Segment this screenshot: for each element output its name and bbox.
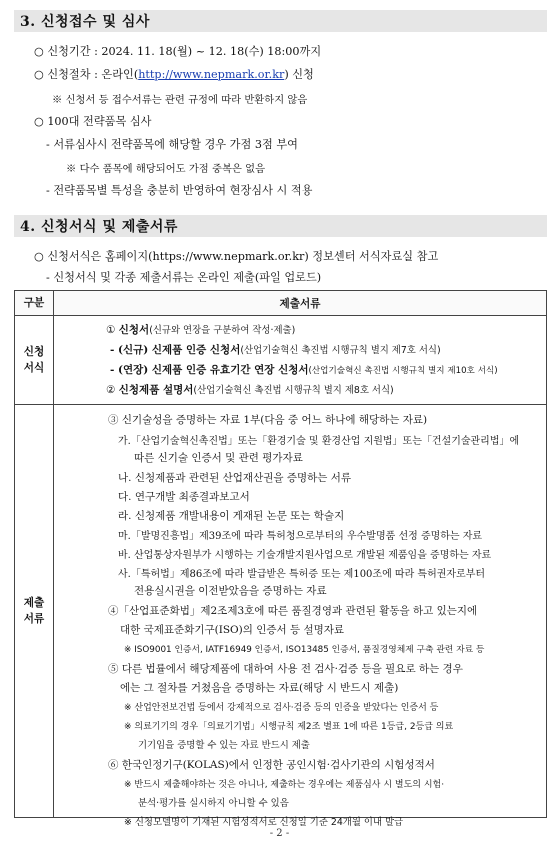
doc-note: ※ 산업안전보건법 등에서 강제적으로 검사·검증 등의 인증을 받았다는 인증서 등 — [124, 703, 439, 713]
doc-line: 전용실시권을 이전받았음을 증명하는 자료 — [134, 585, 327, 597]
doc-note: ※ 신청모델명이 기재된 시험성적서로 신청일 기준 24개월 이내 발급 — [124, 817, 404, 828]
review-bonus: - 서류심사시 전략품목에 해당할 경우 가점 3점 부여 — [46, 138, 298, 151]
page-number: - 2 - — [269, 828, 290, 839]
section-4-title: 4. 신청서식 및 제출서류 — [20, 219, 178, 235]
form-item-new: - (신규) 신제품 인증 신청서(산업기술혁신 촉진법 시행규칙 별지 제7호 서식) — [110, 344, 441, 356]
doc-note: ※ ISO9001 인증서, IATF16949 인증서, ISO13485 인증서, 품질경영체제 구축 관련 자료 등 — [124, 645, 485, 655]
section-3-title: 3. 신청접수 및 심사 — [20, 14, 150, 30]
submission-table — [14, 290, 547, 828]
header-documents: 제출서류 — [54, 291, 547, 316]
strategic-review: ○ 100대 전략품목 심사 — [34, 115, 152, 128]
doc-line: 가.「산업기술혁신촉진법」또는「환경기술 및 환경산업 지원법」또는「건설기술관리법」에 — [118, 436, 520, 447]
form-item-renew: - (연장) 신제품 인증 유효기간 연장 신청서(산업기술혁신 촉진법 시행규칙 별지 제10호 서식) — [110, 364, 498, 376]
doc-line: 따른 신기술 인증서 및 관련 평가자료 — [134, 452, 303, 464]
doc-note: 분석·평가를 실시하지 아니할 수 있음 — [138, 798, 289, 809]
header-category: 구분 — [15, 291, 54, 316]
doc-line: 바. 산업통상자원부가 시행하는 기술개발지원사업으로 개발된 제품임을 증명하는 자료 — [118, 550, 492, 561]
review-bonus-note: ※ 다수 품목에 해당되어도 가점 중복은 없음 — [66, 163, 266, 175]
doc-line: 나. 신청제품과 관련된 산업재산권을 증명하는 서류 — [118, 472, 352, 484]
doc-line: 대한 국제표준화기구(ISO)의 인증서 등 설명자료 — [120, 624, 345, 636]
application-procedure — [34, 66, 314, 82]
table-header-row — [15, 291, 547, 316]
doc-line: ④「산업표준화법」제2조제3호에 따른 품질경영과 관련된 활동을 하고 있는지에 — [108, 605, 478, 617]
row-documents-content — [54, 405, 547, 828]
doc-line: 다. 연구개발 최종결과보고서 — [118, 491, 250, 503]
forms-online-submit: - 신청서식 및 각종 제출서류는 온라인 제출(파일 업로드) — [46, 271, 322, 284]
section-4-header — [14, 215, 547, 237]
doc-note: 기기임을 증명할 수 있는 자료 반드시 제출 — [138, 740, 310, 751]
row-label-forms: 신청 서식 — [15, 316, 54, 405]
doc-line: 라. 신청제품 개발내용이 게재된 논문 또는 학술지 — [118, 510, 345, 522]
doc-line: ③ 신기술성을 증명하는 자료 1부(다음 중 어느 하나에 해당하는 자료) — [108, 414, 428, 426]
doc-line: 사.「특허법」제86조에 따라 발급받은 특허증 또는 제100조에 따라 특허권자로부터 — [118, 569, 486, 580]
application-period: ○ 신청기간 : 2024. 11. 18(월) ~ 12. 18(수) 18:00까지 — [34, 45, 322, 58]
procedure-prefix: ○ 신청절차 : 온라인( — [34, 68, 139, 81]
section-3-header — [14, 10, 547, 32]
form-item-1: ① 신청서(신규와 연장을 구분하여 작성·제출) — [106, 324, 296, 336]
doc-line: 마.「발명진흥법」제39조에 따라 특허청으로부터의 우수발명품 선정 증명하는 자료 — [118, 531, 483, 542]
table-row-documents — [15, 405, 547, 818]
return-note: ※ 신청서 등 접수서류는 관련 규정에 따라 반환하지 않음 — [52, 94, 308, 106]
procedure-suffix: ) 신청 — [284, 68, 314, 81]
doc-line: ⑤ 다른 법률에서 해당제품에 대하여 사용 전 검사·검증 등을 필요로 하는 경우 — [108, 663, 463, 675]
row-forms-content — [54, 316, 547, 405]
nepmark-link[interactable]: http://www.nepmark.or.kr — [138, 68, 285, 81]
doc-note: ※ 의료기기의 경우「의료기기법」시행규칙 제2조 별표 1에 따른 1등급, 2등급 의료 — [124, 722, 454, 732]
table-row-forms — [15, 316, 547, 405]
form-item-2: ② 신청제품 설명서(산업기술혁신 촉진법 시행규칙 별지 제8호 서식) — [106, 384, 394, 396]
review-onsite: - 전략품목별 특성을 충분히 반영하여 현장심사 시 적용 — [46, 184, 313, 197]
forms-reference: ○ 신청서식은 홈페이지(https://www.nepmark.or.kr) 정보센터 서식자료실 참고 — [34, 250, 439, 263]
doc-note: ※ 반드시 제출해야하는 것은 아니나, 제출하는 경우에는 제품심사 시 별도의 시험· — [124, 780, 445, 790]
row-label-documents: 제출 서류 — [15, 405, 54, 818]
doc-line: 에는 그 절차를 거쳤음을 증명하는 자료(해당 시 반드시 제출) — [120, 682, 399, 694]
doc-line: ⑥ 한국인정기구(KOLAS)에서 인정한 공인시험·검사기관의 시험성적서 — [108, 759, 435, 771]
